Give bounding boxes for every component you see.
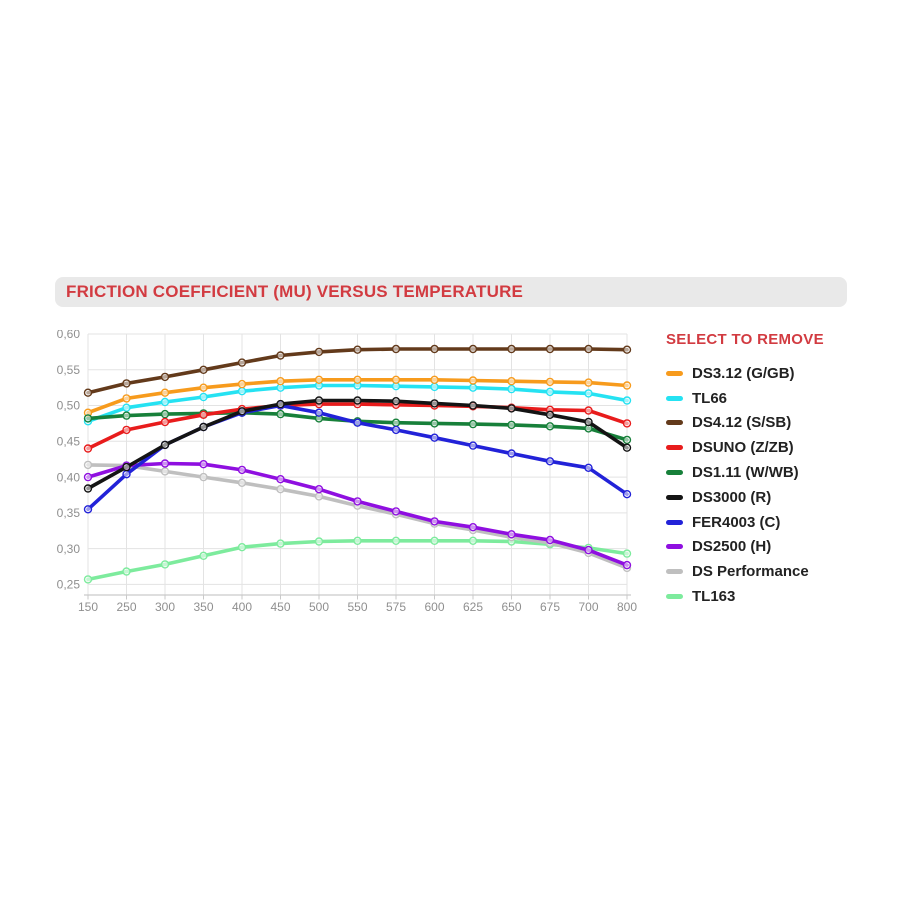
data-point-marker[interactable] [123, 426, 130, 433]
legend-swatch-ds2500-h [666, 544, 683, 549]
data-point-marker[interactable] [85, 415, 92, 422]
y-axis-tick-label: 0,50 [56, 398, 80, 413]
data-point-marker[interactable] [508, 405, 515, 412]
data-point-marker[interactable] [200, 366, 207, 373]
data-point-marker[interactable] [470, 377, 477, 384]
x-axis-tick-label: 600 [424, 600, 445, 614]
data-point-marker[interactable] [316, 348, 323, 355]
data-point-marker[interactable] [123, 412, 130, 419]
x-axis-tick-label: 450 [270, 600, 291, 614]
legend-label: DS Performance [692, 563, 809, 581]
legend-item-ds4-12-s-sb[interactable] [666, 411, 876, 436]
data-point-marker[interactable] [470, 442, 477, 449]
data-point-marker[interactable] [585, 547, 592, 554]
data-point-marker[interactable] [316, 397, 323, 404]
data-point-marker[interactable] [277, 411, 284, 418]
data-point-marker[interactable] [431, 376, 438, 383]
data-point-marker[interactable] [508, 421, 515, 428]
data-point-marker[interactable] [431, 346, 438, 353]
legend-swatch-ds3-12-g-gb [666, 371, 683, 376]
data-point-marker[interactable] [239, 466, 246, 473]
data-point-marker[interactable] [624, 382, 631, 389]
y-axis-tick-label: 0,60 [56, 330, 80, 342]
legend-swatch-ds3000-r [666, 495, 683, 500]
data-point-marker[interactable] [393, 419, 400, 426]
data-point-marker[interactable] [624, 397, 631, 404]
x-axis-tick-label: 350 [193, 600, 214, 614]
data-point-marker[interactable] [277, 401, 284, 408]
y-axis-tick-label: 0,45 [56, 434, 80, 449]
x-axis-tick-label: 625 [462, 600, 484, 614]
data-point-marker[interactable] [624, 420, 631, 427]
data-point-marker[interactable] [85, 474, 92, 481]
legend-swatch-fer4003-c [666, 520, 683, 525]
data-point-marker[interactable] [316, 409, 323, 416]
data-point-marker[interactable] [162, 399, 169, 406]
data-point-marker[interactable] [624, 562, 631, 569]
data-point-marker[interactable] [123, 380, 130, 387]
data-point-marker[interactable] [354, 346, 361, 353]
data-point-marker[interactable] [162, 389, 169, 396]
friction-chart [55, 330, 655, 622]
data-point-marker[interactable] [431, 383, 438, 390]
data-point-marker[interactable] [162, 419, 169, 426]
data-point-marker[interactable] [393, 376, 400, 383]
legend-item-dsuno-z-zb[interactable] [666, 435, 876, 460]
legend-swatch-ds1-11-w-wb [666, 470, 683, 475]
data-point-marker[interactable] [431, 420, 438, 427]
legend-item-ds3000-r[interactable] [666, 485, 876, 510]
data-point-marker[interactable] [316, 486, 323, 493]
data-point-marker[interactable] [277, 352, 284, 359]
data-point-marker[interactable] [585, 407, 592, 414]
y-axis-tick-label: 0,55 [56, 362, 80, 377]
data-point-marker[interactable] [123, 464, 130, 471]
data-point-marker[interactable] [239, 544, 246, 551]
legend-label: DS3000 (R) [692, 488, 772, 506]
data-point-marker[interactable] [508, 378, 515, 385]
data-point-marker[interactable] [123, 471, 130, 478]
data-point-marker[interactable] [354, 376, 361, 383]
data-point-marker[interactable] [624, 346, 631, 353]
data-point-marker[interactable] [508, 386, 515, 393]
data-point-marker[interactable] [431, 537, 438, 544]
x-axis-tick-label: 650 [501, 600, 522, 614]
data-point-marker[interactable] [547, 388, 554, 395]
legend-list [666, 361, 876, 609]
x-axis-tick-label: 150 [77, 600, 99, 614]
legend-swatch-tl66 [666, 396, 683, 401]
data-point-marker[interactable] [547, 346, 554, 353]
data-point-marker[interactable] [624, 550, 631, 557]
x-axis-tick-label: 250 [116, 600, 137, 614]
x-axis-tick-label: 575 [385, 600, 407, 614]
data-point-marker[interactable] [85, 389, 92, 396]
data-point-marker[interactable] [162, 460, 169, 467]
data-point-marker[interactable] [162, 373, 169, 380]
data-point-marker[interactable] [200, 411, 207, 418]
legend-label: DS1.11 (W/WB) [692, 464, 799, 482]
data-point-marker[interactable] [470, 421, 477, 428]
data-point-marker[interactable] [239, 408, 246, 415]
data-point-marker[interactable] [585, 379, 592, 386]
data-point-marker[interactable] [239, 388, 246, 395]
y-axis-tick-label: 0,40 [56, 470, 80, 485]
data-point-marker[interactable] [162, 561, 169, 568]
data-point-marker[interactable] [123, 568, 130, 575]
data-point-marker[interactable] [277, 378, 284, 385]
legend-label: DS4.12 (S/SB) [692, 414, 792, 432]
legend-label: FER4003 (C) [692, 513, 781, 531]
data-point-marker[interactable] [239, 381, 246, 388]
data-point-marker[interactable] [316, 538, 323, 545]
data-point-marker[interactable] [277, 540, 284, 547]
legend-label: TL66 [692, 389, 728, 407]
data-point-marker[interactable] [547, 458, 554, 465]
data-point-marker[interactable] [85, 506, 92, 513]
data-point-marker[interactable] [85, 485, 92, 492]
legend-label: TL163 [692, 588, 736, 606]
data-point-marker[interactable] [624, 444, 631, 451]
data-point-marker[interactable] [585, 464, 592, 471]
data-point-marker[interactable] [239, 359, 246, 366]
data-point-marker[interactable] [85, 445, 92, 452]
data-point-marker[interactable] [431, 434, 438, 441]
data-point-marker[interactable] [393, 426, 400, 433]
data-point-marker[interactable] [354, 537, 361, 544]
y-axis-tick-label: 0,35 [56, 506, 80, 521]
x-axis-tick-label: 550 [347, 600, 368, 614]
data-point-marker[interactable] [354, 397, 361, 404]
legend-item-fer4003-c[interactable] [666, 510, 876, 535]
data-point-marker[interactable] [470, 524, 477, 531]
legend-swatch-ds4-12-s-sb [666, 420, 683, 425]
data-point-marker[interactable] [200, 474, 207, 481]
data-point-marker[interactable] [508, 450, 515, 457]
chart-title-bar [55, 277, 847, 307]
x-axis-tick-label: 800 [616, 600, 638, 614]
legend-item-ds2500-h[interactable] [666, 535, 876, 560]
data-point-marker[interactable] [393, 537, 400, 544]
y-axis-tick-label: 0,25 [56, 577, 80, 592]
data-point-marker[interactable] [393, 346, 400, 353]
data-point-marker[interactable] [624, 436, 631, 443]
data-point-marker[interactable] [85, 461, 92, 468]
data-point-marker[interactable] [200, 552, 207, 559]
data-point-marker[interactable] [585, 346, 592, 353]
legend-item-tl163[interactable] [666, 584, 876, 609]
legend-swatch-ds-performance [666, 569, 683, 574]
legend-label: DS3.12 (G/GB) [692, 364, 795, 382]
data-point-marker[interactable] [277, 476, 284, 483]
chart-title: FRICTION COEFFICIENT (MU) VERSUS TEMPERATURE [66, 282, 524, 301]
x-axis-tick-label: 300 [154, 600, 176, 614]
data-point-marker[interactable] [393, 508, 400, 515]
data-point-marker[interactable] [316, 493, 323, 500]
legend-swatch-dsuno-z-zb [666, 445, 683, 450]
data-point-marker[interactable] [123, 395, 130, 402]
data-point-marker[interactable] [316, 376, 323, 383]
data-point-marker[interactable] [547, 537, 554, 544]
data-point-marker[interactable] [431, 518, 438, 525]
legend-item-ds-performance[interactable] [666, 559, 876, 584]
x-axis-tick-label: 400 [231, 600, 253, 614]
x-axis-tick-label: 675 [539, 600, 561, 614]
legend-item-ds1-11-w-wb[interactable] [666, 460, 876, 485]
data-point-marker[interactable] [547, 411, 554, 418]
legend-swatch-tl163 [666, 594, 683, 599]
data-point-marker[interactable] [162, 411, 169, 418]
legend-label: DSUNO (Z/ZB) [692, 439, 794, 457]
legend-item-ds3-12-g-gb[interactable] [666, 361, 876, 386]
data-point-marker[interactable] [585, 419, 592, 426]
data-point-marker[interactable] [508, 346, 515, 353]
data-point-marker[interactable] [547, 378, 554, 385]
x-axis-tick-label: 500 [308, 600, 330, 614]
data-point-marker[interactable] [162, 441, 169, 448]
data-point-marker[interactable] [508, 531, 515, 538]
data-point-marker[interactable] [200, 384, 207, 391]
data-point-marker[interactable] [200, 461, 207, 468]
data-point-marker[interactable] [200, 394, 207, 401]
legend-title: SELECT TO REMOVE [666, 331, 824, 348]
data-point-marker[interactable] [239, 479, 246, 486]
data-point-marker[interactable] [277, 486, 284, 493]
data-point-marker[interactable] [470, 346, 477, 353]
data-point-marker[interactable] [624, 491, 631, 498]
chart-legend [666, 331, 876, 609]
data-point-marker[interactable] [547, 423, 554, 430]
data-point-marker[interactable] [393, 398, 400, 405]
y-axis-tick-label: 0,30 [56, 541, 80, 556]
data-point-marker[interactable] [354, 498, 361, 505]
data-point-marker[interactable] [585, 390, 592, 397]
data-point-marker[interactable] [162, 468, 169, 475]
legend-item-tl66[interactable] [666, 386, 876, 411]
data-point-marker[interactable] [470, 384, 477, 391]
data-point-marker[interactable] [85, 576, 92, 583]
legend-label: DS2500 (H) [692, 538, 772, 556]
data-point-marker[interactable] [470, 537, 477, 544]
data-point-marker[interactable] [431, 400, 438, 407]
data-point-marker[interactable] [470, 402, 477, 409]
x-axis-tick-label: 700 [578, 600, 599, 614]
data-point-marker[interactable] [354, 419, 361, 426]
data-point-marker[interactable] [123, 404, 130, 411]
data-point-marker[interactable] [200, 424, 207, 431]
